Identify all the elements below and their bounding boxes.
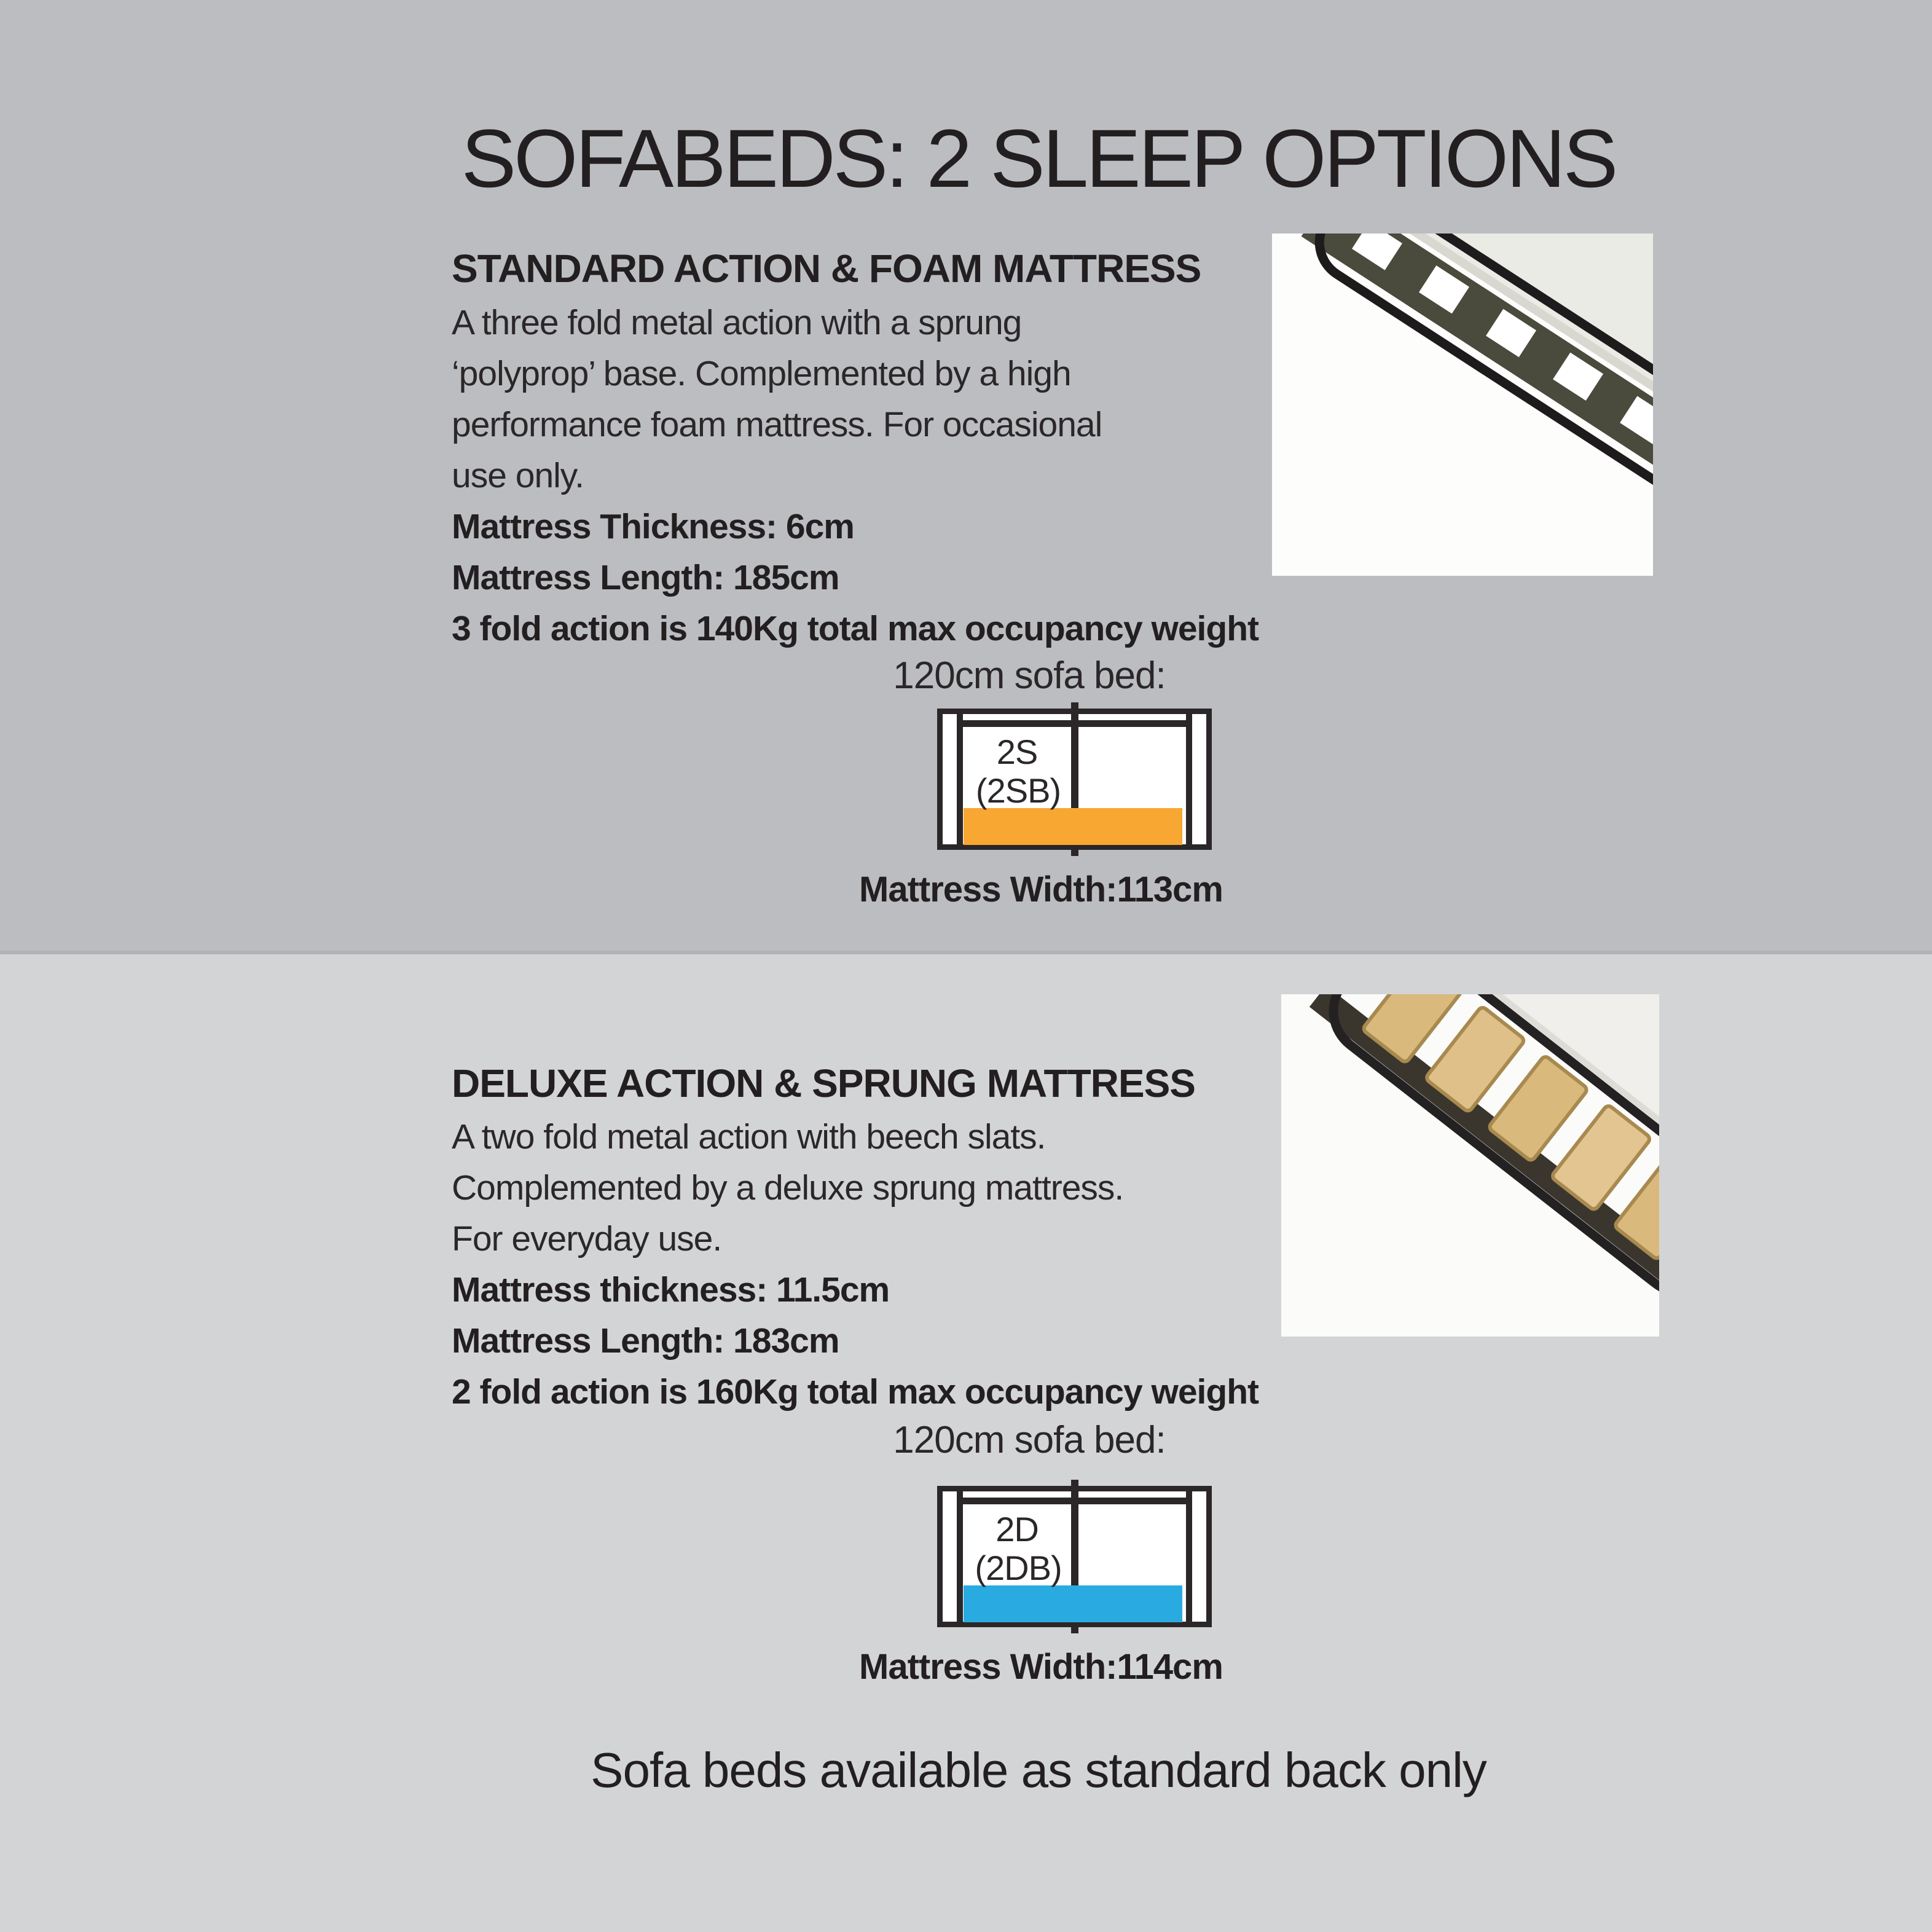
right-arm-line (1186, 1491, 1192, 1622)
standard-body-line: ‘polyprop’ base. Complemented by a high (452, 354, 1071, 393)
seat-divider-line (1071, 709, 1078, 808)
right-arm-line (1186, 714, 1192, 844)
standard-sofa-diagram (937, 702, 1212, 856)
standard-spec-length: Mattress Length: 185cm (452, 558, 839, 597)
seat-divider-line (1071, 1486, 1078, 1585)
standard-spec-thickness: Mattress Thickness: 6cm (452, 507, 854, 546)
standard-body-line: A three fold metal action with a sprung (452, 303, 1022, 342)
standard-action-photo-illustration (1272, 234, 1653, 576)
standard-body-line: performance foam mattress. For occasional (452, 405, 1102, 444)
deluxe-body-line: Complemented by a deluxe sprung mattress. (452, 1168, 1124, 1208)
deluxe-sofa-diagram (937, 1480, 1212, 1633)
deluxe-spec-max-weight: 2 fold action is 160Kg total max occupancy weight (452, 1372, 1259, 1412)
mattress-bar (964, 1585, 1182, 1622)
left-arm-line (957, 1491, 963, 1622)
standard-body-line: use only. (452, 456, 584, 495)
standard-width-label: Mattress Width:113cm (859, 870, 1223, 909)
standard-heading: STANDARD ACTION & FOAM MATTRESS (452, 246, 1201, 291)
deluxe-diagram-label: 120cm sofa bed: (893, 1419, 1166, 1461)
standard-action-photo (1272, 234, 1653, 576)
deluxe-body-line: A two fold metal action with beech slats. (452, 1117, 1046, 1156)
deluxe-spec-thickness: Mattress thickness: 11.5cm (452, 1270, 890, 1310)
footer-note: Sofa beds available as standard back only (591, 1743, 1486, 1797)
mattress-bar (964, 808, 1182, 845)
standard-diagram-label: 120cm sofa bed: (893, 654, 1166, 697)
left-arm-line (957, 714, 963, 844)
page-title: SOFABEDS: 2 SLEEP OPTIONS (461, 113, 1616, 205)
standard-seat-code: 2S (996, 732, 1038, 771)
deluxe-width-label: Mattress Width:114cm (859, 1647, 1223, 1687)
deluxe-heading: DELUXE ACTION & SPRUNG MATTRESS (452, 1061, 1195, 1105)
deluxe-body-line: For everyday use. (452, 1219, 722, 1259)
deluxe-action-photo-illustration (1281, 994, 1659, 1337)
deluxe-spec-length: Mattress Length: 183cm (452, 1321, 839, 1361)
standard-spec-max-weight: 3 fold action is 140Kg total max occupancy weight (452, 609, 1259, 648)
deluxe-text-block (452, 1112, 1259, 1418)
deluxe-seat-code-alt: (2DB) (975, 1549, 1062, 1587)
standard-seat-code-alt: (2SB) (975, 771, 1061, 810)
standard-text-block (452, 297, 1259, 654)
deluxe-action-photo (1281, 994, 1659, 1337)
deluxe-seat-code: 2D (995, 1510, 1039, 1549)
